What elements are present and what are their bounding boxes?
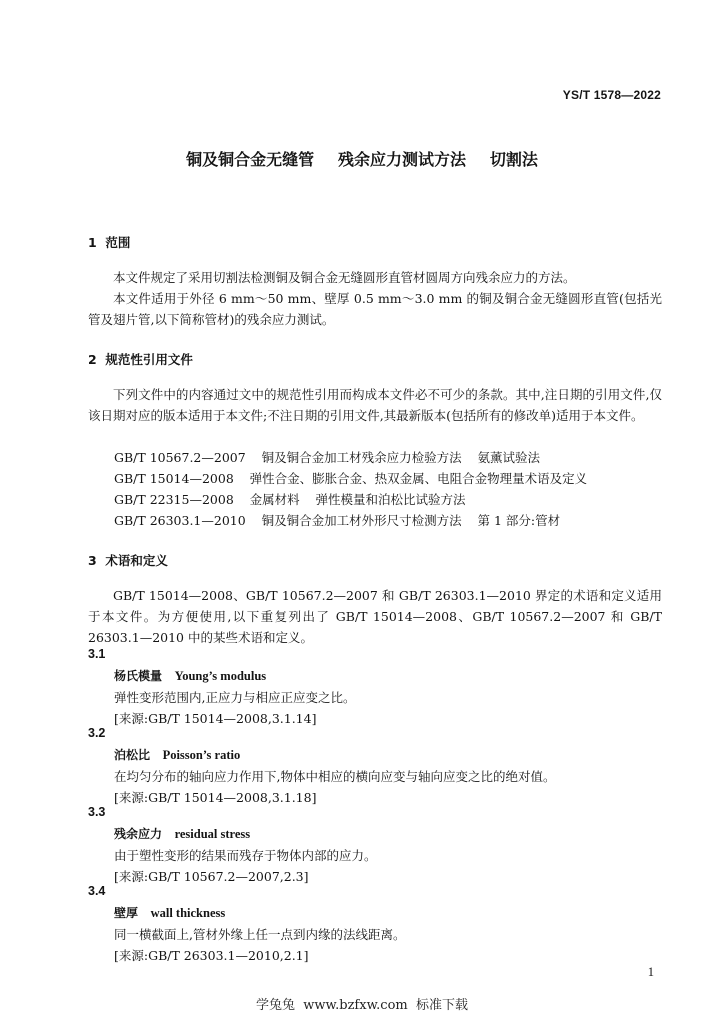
section-1-heading: 1 范围 xyxy=(88,235,131,250)
section-2-heading: 2 规范性引用文件 xyxy=(88,352,193,367)
term-definition: 弹性变形范围内,正应力与相应正应变之比。 xyxy=(114,690,356,705)
section-2-intro: 下列文件中的内容通过文中的规范性引用而构成本文件必不可少的条款。其中,注日期的引用文件,仅该日期对应的版本适用于本文件;不注日期的引用文件,其最新版本(包括所有的修改单)适用于本文件。 xyxy=(88,387,662,423)
reference-item: GB/T 15014—2008 弹性合金、膨胀合金、热双金属、电阻合金物理量术语及定义 xyxy=(114,471,588,486)
term-number: 3.1 xyxy=(88,647,106,661)
term-name xyxy=(114,746,240,763)
term-name-en: residual stress xyxy=(174,827,251,841)
term-name-zh: 杨氏模量 xyxy=(114,669,163,683)
section-1-paragraph-2: 本文件适用于外径 6 mm～50 mm、壁厚 0.5 mm～3.0 mm 的铜及铜合金无缝圆形直管(包括光管及翅片管,以下简称管材)的残余应力测试。 xyxy=(88,291,662,327)
reference-item: GB/T 10567.2—2007 铜及铜合金加工材残余应力检验方法 氨薰试验法 xyxy=(114,450,540,465)
term-definition: 同一横截面上,管材外缘上任一点到内缘的法线距离。 xyxy=(114,927,406,942)
term-name-en: Young’s modulus xyxy=(174,669,267,683)
standard-number: YS/T 1578—2022 xyxy=(562,88,661,102)
term-source: [来源:GB/T 10567.2—2007,2.3] xyxy=(114,869,309,884)
watermark-text: 学兔兔 www.bzfxw.com 标准下载 xyxy=(256,998,468,1013)
term-name-zh: 泊松比 xyxy=(114,748,151,762)
section-1-paragraph-1: 本文件规定了采用切割法检测铜及铜合金无缝圆形直管材圆周方向残余应力的方法。 xyxy=(113,270,576,285)
document-title: 铜及铜合金无缝管 残余应力测试方法 切割法 xyxy=(186,150,538,169)
term-number: 3.3 xyxy=(88,805,106,819)
section-3-intro: GB/T 15014—2008、GB/T 10567.2—2007 和 GB/T 26303.1—2010 界定的术语和定义适用于本文件。为方便使用,以下重复列出了 GB/T 15014—2008、GB/T 10567.2—2007 和 GB/T 26303.1—2010 中的某些术语和定义。 xyxy=(88,588,662,645)
page-number: 1 xyxy=(647,965,654,979)
term-name-en: Poisson’s ratio xyxy=(162,748,241,762)
reference-item: GB/T 22315—2008 金属材料 弹性模量和泊松比试验方法 xyxy=(114,492,466,507)
term-source: [来源:GB/T 15014—2008,3.1.14] xyxy=(114,711,317,726)
term-name-zh: 壁厚 xyxy=(114,906,139,920)
term-definition: 由于塑性变形的结果而残存于物体内部的应力。 xyxy=(114,848,377,863)
term-definition: 在均匀分布的轴向应力作用下,物体中相应的横向应变与轴向应变之比的绝对值。 xyxy=(114,769,556,784)
section-3-heading: 3 术语和定义 xyxy=(88,553,168,568)
term-name xyxy=(114,904,225,921)
reference-item: GB/T 26303.1—2010 铜及铜合金加工材外形尺寸检测方法 第 1 部分:管材 xyxy=(114,513,561,528)
term-name xyxy=(114,667,266,684)
term-name-zh: 残余应力 xyxy=(114,827,163,841)
term-name-en: wall thickness xyxy=(150,906,226,920)
term-number: 3.2 xyxy=(88,726,106,740)
term-number: 3.4 xyxy=(88,884,106,898)
term-source: [来源:GB/T 15014—2008,3.1.18] xyxy=(114,790,317,805)
term-source: [来源:GB/T 26303.1—2010,2.1] xyxy=(114,948,309,963)
term-name xyxy=(114,825,250,842)
